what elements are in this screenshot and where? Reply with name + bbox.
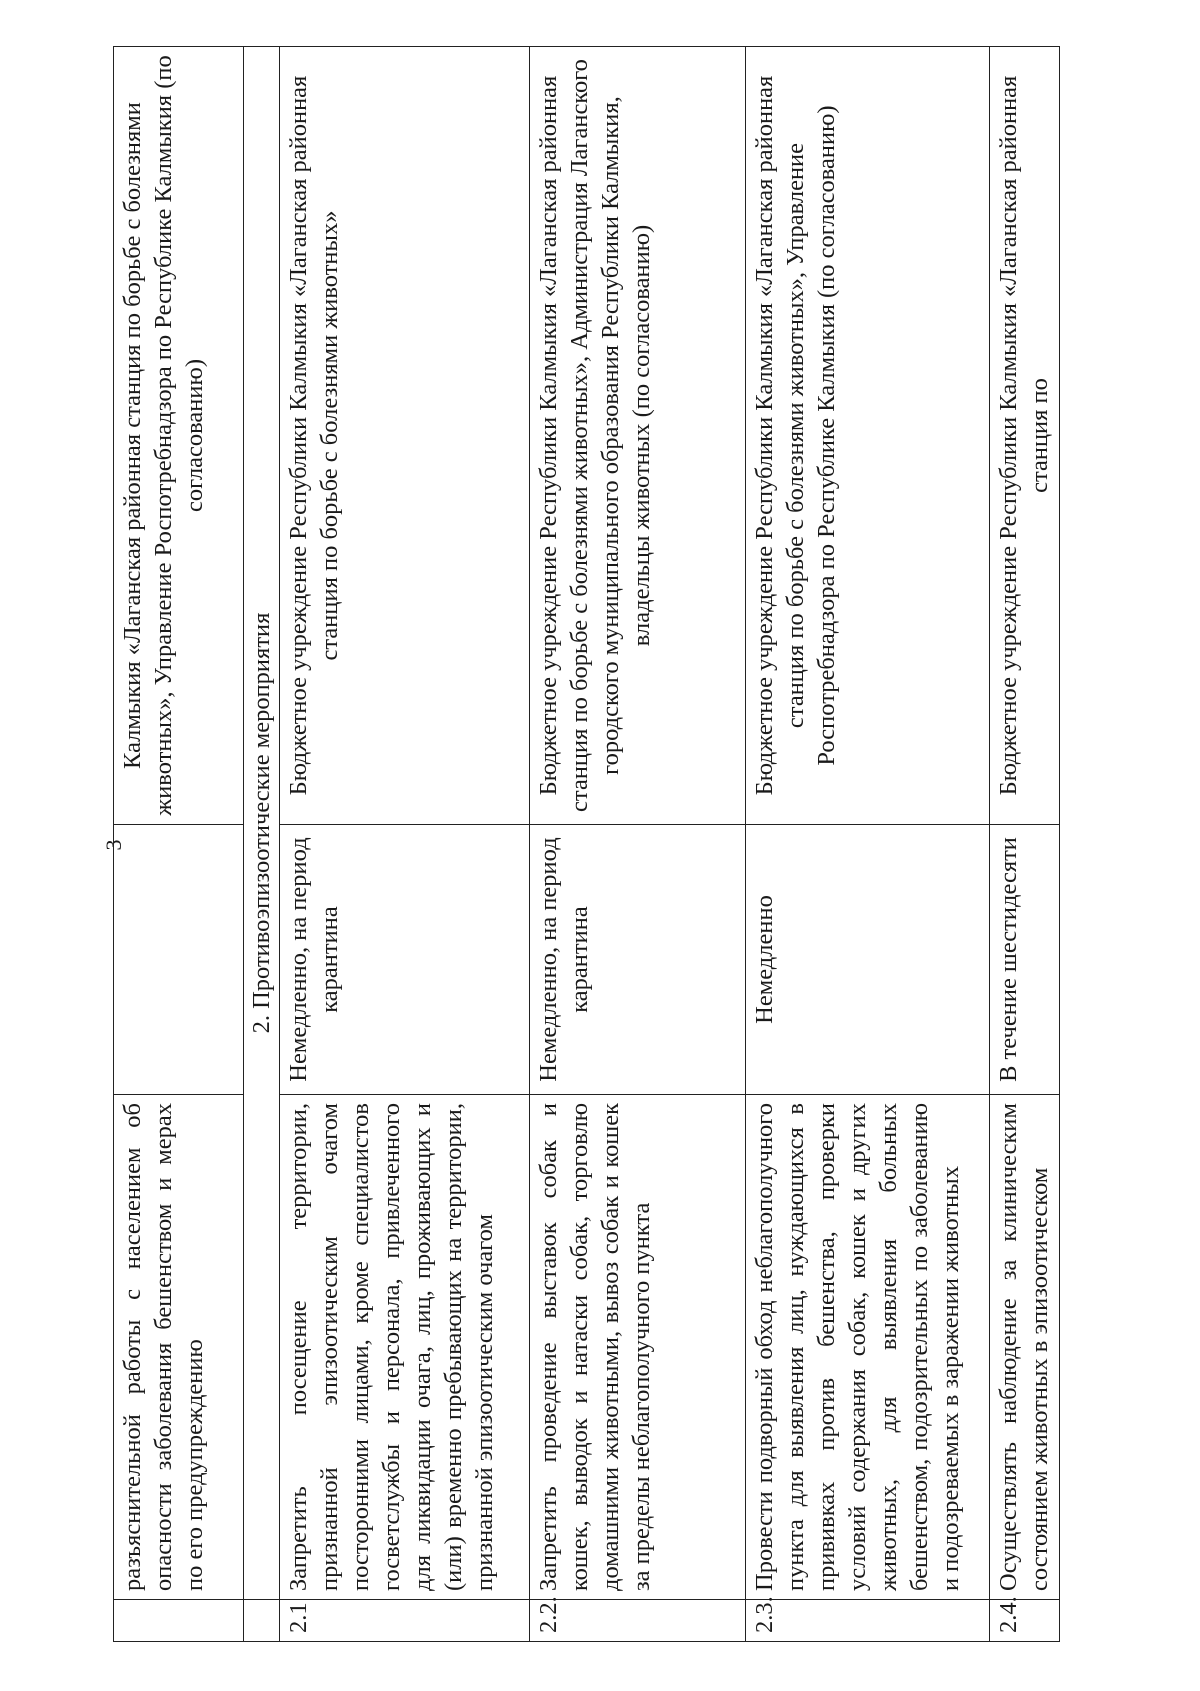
table-row (530, 47, 746, 1642)
row-term: В течение шестидесяти (990, 825, 1060, 1095)
row-action: Запретить проведение выставок собак и кошек, выводок и натаски собак, торговлю домашними животными, вывоз собак и кошек за пределы неблагополучного пункта (530, 1095, 746, 1600)
row-responsible: Бюджетное учреждение Республики Калмыкия «Лаганская районная станция по (990, 47, 1060, 825)
table-row (280, 47, 530, 1642)
events-table (113, 46, 1060, 1642)
rotated-page (113, 47, 1088, 1642)
row-term: Немедленно (746, 825, 990, 1095)
row-action: разъяснительной работы с населением об опасности заболевания бешенством и мерах по его предупреждению (114, 1095, 244, 1600)
row-term (114, 825, 244, 1095)
row-responsible: Бюджетное учреждение Республики Калмыкия «Лаганская районная станция по борьбе с болезнями животных», Администрация Лаганского городского муниципального образования Республики Калмыкия, владельцы животных (по согласованию) (530, 47, 746, 825)
row-action: Провести подворный обход неблагополучного пункта для выявления лиц, нуждающихся в прививках против бешенства, проверки условий содержания собак, кошек и других животных, для выявления больных бешенством, подозрительных по заболеванию и подозреваемых в заражении животных (746, 1095, 990, 1600)
row-number: 2.2. (530, 1600, 746, 1642)
section-number-cell (244, 1600, 280, 1642)
row-responsible: Бюджетное учреждение Республики Калмыкия «Лаганская районная станция по борьбе с болезнями животных» (280, 47, 530, 825)
row-responsible: Бюджетное учреждение Республики Калмыкия «Лаганская районная станция по борьбе с болезнями животных», Управление Роспотребнадзора по Республике Калмыкия (по согласованию) (746, 47, 990, 825)
page-number: 3 (101, 839, 126, 851)
row-term: Немедленно, на период карантина (530, 825, 746, 1095)
row-term: Немедленно, на период карантина (280, 825, 530, 1095)
row-number (114, 1600, 244, 1642)
table-row (746, 47, 990, 1642)
row-number: 2.3. (746, 1600, 990, 1642)
row-number: 2.4. (990, 1600, 1060, 1642)
row-responsible: Калмыкия «Лаганская районная станция по борьбе с болезнями животных», Управление Роспотребнадзора по Республике Калмыкия (по согласованию) (114, 47, 244, 825)
table-row-continuation (114, 47, 244, 1642)
section-title: 2. Противоэпизоотические мероприятия (244, 47, 280, 1600)
table-row (990, 47, 1060, 1642)
row-number: 2.1 (280, 1600, 530, 1642)
row-action: Осуществлять наблюдение за клиническим состоянием животных в эпизоотическом (990, 1095, 1060, 1600)
section-header-row (244, 47, 280, 1642)
row-action: Запретить посещение территории, признанной эпизоотическим очагом посторонними лицами, кроме специалистов госветслужбы и персонала, привлеченного для ликвидации очага, лиц, проживающих и (или) временно пребывающих на территории, признанной эпизоотическим очагом (280, 1095, 530, 1600)
